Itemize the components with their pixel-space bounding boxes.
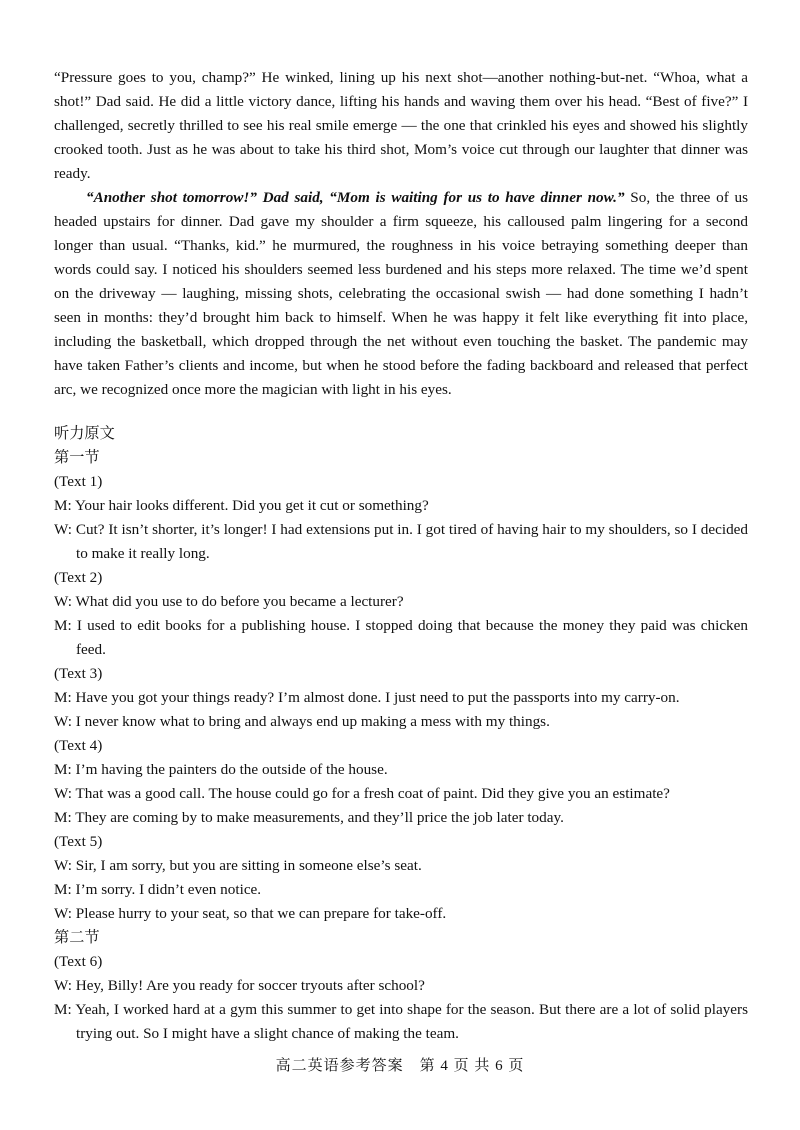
text-5-label: (Text 5) xyxy=(54,833,103,850)
dialogue-line: M: They are coming by to make measurements, and they’ll price the job later today. xyxy=(54,809,564,826)
text-2-label: (Text 2) xyxy=(54,569,103,586)
listening-heading: 听力原文 xyxy=(54,425,115,442)
text-3-label: (Text 3) xyxy=(54,665,103,682)
document-body xyxy=(54,66,748,1046)
text-4-label: (Text 4) xyxy=(54,737,103,754)
dialogue-line: M: I used to edit books for a publishing house. I stopped doing that because the money they paid was chicken feed. xyxy=(54,617,748,658)
story-paragraph-2-text: So, the three of us headed upstairs for dinner. Dad gave my shoulder a firm squeeze, his calloused palm lingering for a second longer than usual. “Thanks, kid.” he murmured, the roughness in his voice betraying something deeper than words could say. I noticed his shoulders seemed less burdened and his steps more relaxed. The time we’d spent on the driveway — laughing, missing shots, celebrating the occasional swish — had done something I hadn’t seen in months: they’d brought him back to himself. When he was happy it felt like everything fit into place, including the basketball, which dropped through the net without even touching the basket. The pandemic may have taken Father’s clients and income, but when he stood before the fading backboard and released that perfect arc, we recognized once more the magician with light in his eyes. xyxy=(54,189,748,398)
story-paragraph-2 xyxy=(54,186,748,402)
dad-quote: “Another shot tomorrow!” Dad said, “Mom is waiting for us to have dinner now.” xyxy=(86,189,625,206)
dialogue-line: W: Please hurry to your seat, so that we can prepare for take-off. xyxy=(54,905,447,922)
story-paragraph-1: “Pressure goes to you, champ?” He winked, lining up his next shot—another nothing-but-net. “Whoa, what a shot!” Dad said. He did a little victory dance, lifting his hands and waving them over his head. “Best of five?” I challenged, secretly thrilled to see his real smile emerge — the one that crinkled his eyes and showed his slightly crooked tooth. Just as he was about to take his third shot, Mom’s voice cut through our laughter that dinner was ready. xyxy=(54,69,748,182)
dialogue-line: W: Sir, I am sorry, but you are sitting in someone else’s seat. xyxy=(54,857,422,874)
dialogue-line: W: What did you use to do before you became a lecturer? xyxy=(54,593,404,610)
text-1-label: (Text 1) xyxy=(54,473,103,490)
dialogue-line: M: I’m having the painters do the outside of the house. xyxy=(54,761,388,778)
page-footer: 高二英语参考答案 第 4 页 共 6 页 xyxy=(275,1058,525,1074)
text-6-label: (Text 6) xyxy=(54,953,103,970)
dialogue-line: M: Your hair looks different. Did you get it cut or something? xyxy=(54,497,429,514)
dialogue-line: W: I never know what to bring and always end up making a mess with my things. xyxy=(54,713,550,730)
dialogue-line: W: Hey, Billy! Are you ready for soccer tryouts after school? xyxy=(54,977,425,994)
dialogue-line: M: Have you got your things ready? I’m almost done. I just need to put the passports into my carry-on. xyxy=(54,689,680,706)
section-1-heading: 第一节 xyxy=(54,449,100,466)
dialogue-line: M: Yeah, I worked hard at a gym this summer to get into shape for the season. But there are a lot of solid players trying out. So I might have a slight chance of making the team. xyxy=(54,1001,748,1042)
dialogue-line: M: I’m sorry. I didn’t even notice. xyxy=(54,881,262,898)
section-2-heading: 第二节 xyxy=(54,929,100,946)
listening-transcript xyxy=(54,422,748,1046)
dialogue-line: W: That was a good call. The house could go for a fresh coat of paint. Did they give you an estimate? xyxy=(54,785,670,802)
dialogue-line: W: Cut? It isn’t shorter, it’s longer! I had extensions put in. I got tired of having hair to my shoulders, so I decided to make it really long. xyxy=(54,521,748,562)
